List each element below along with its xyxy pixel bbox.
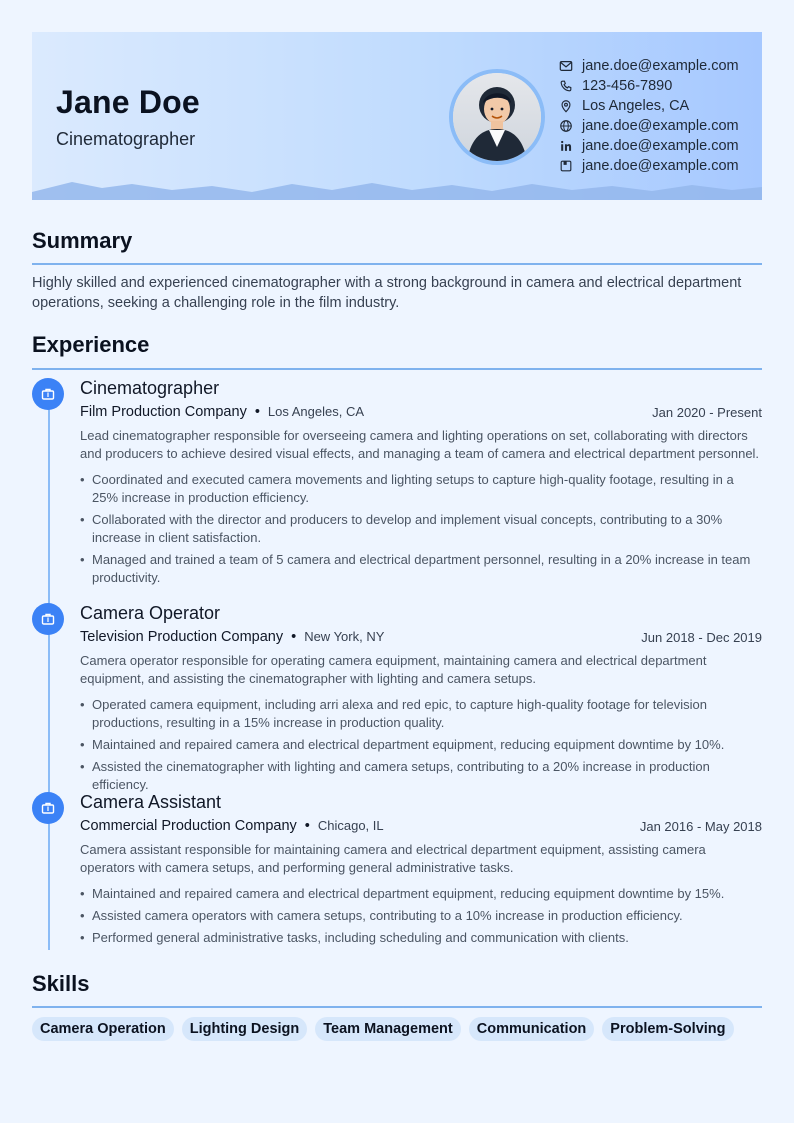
- contact-portfolio[interactable]: [558, 156, 762, 176]
- job-role: Cinematographer: [80, 378, 220, 398]
- job-location: Los Angeles, CA: [267, 404, 365, 419]
- skill-chip: Team Management: [315, 1017, 460, 1041]
- job-role: Camera Operator: [80, 603, 221, 623]
- header-banner: [32, 32, 762, 200]
- skills-divider: [32, 1006, 762, 1008]
- job-bullet: • Performed general administrative tasks, including scheduling and communication with clients.: [80, 929, 762, 947]
- skills-list: [32, 1017, 734, 1041]
- skill-chip: Lighting Design: [182, 1017, 308, 1041]
- job-dates: Jan 2016 - May 2018: [639, 819, 762, 834]
- skill-chip: Communication: [469, 1017, 595, 1041]
- job-company: Commercial Production Company: [80, 818, 297, 834]
- mail-icon: [558, 58, 574, 74]
- avatar: [449, 69, 545, 165]
- candidate-title: Cinematographer: [56, 129, 196, 149]
- experience-heading: Experience: [32, 332, 150, 357]
- job-dates: Jan 2020 - Present: [652, 405, 762, 420]
- skill-chip: Camera Operation: [32, 1017, 174, 1041]
- contact-location-text: Los Angeles, CA: [582, 98, 690, 114]
- contact-list: [558, 56, 762, 176]
- job-location: Chicago, IL: [317, 818, 384, 833]
- portrait-illustration: [453, 73, 541, 161]
- job-location: New York, NY: [304, 629, 385, 644]
- job-company: Film Production Company: [80, 404, 247, 420]
- briefcase-icon: [32, 378, 64, 410]
- portfolio-icon: [558, 158, 574, 174]
- job-bullet: • Collaborated with the director and producers to develop and implement visual concepts, contributing to a 30% increase in client satisfaction.: [80, 511, 762, 547]
- contact-website-text: jane.doe@example.com: [582, 118, 739, 134]
- job-bullets: [80, 696, 762, 798]
- briefcase-icon: [32, 603, 64, 635]
- summary-heading: Summary: [32, 228, 133, 253]
- timeline-line: [48, 392, 50, 950]
- job-bullet: • Assisted the cinematographer with lighting and camera setups, contributing to a 20% increase in production efficiency.: [80, 758, 762, 794]
- contact-linkedin[interactable]: [558, 136, 762, 156]
- avatar-photo: [453, 73, 541, 161]
- skills-heading: Skills: [32, 971, 90, 996]
- contact-linkedin-text: jane.doe@example.com: [582, 138, 739, 154]
- job-role: Camera Assistant: [80, 792, 222, 812]
- job-bullet: • Managed and trained a team of 5 camera and electrical department personnel, resulting in a 20% increase in team productivity.: [80, 551, 762, 587]
- job-bullet: • Maintained and repaired camera and electrical department equipment, reducing equipment downtime by 10%.: [80, 736, 762, 754]
- contact-phone-text: 123-456-7890: [582, 78, 673, 94]
- job-description: Camera operator responsible for operating camera equipment, maintaining camera and electrical department equipment, and assisting the cinematographer with lighting and camera setups.: [80, 653, 707, 686]
- globe-icon: [558, 118, 574, 134]
- job-bullet: • Assisted camera operators with camera setups, contributing to a 10% increase in production efficiency.: [80, 907, 762, 925]
- job-company-line: [80, 404, 364, 420]
- contact-location: [558, 96, 762, 116]
- skill-chip: Problem-Solving: [602, 1017, 733, 1041]
- phone-icon: [558, 78, 574, 94]
- job-bullets: [80, 471, 762, 591]
- header-wave-decoration: [32, 178, 762, 200]
- job-company-line: [80, 629, 384, 645]
- summary-text: Highly skilled and experienced cinematographer with a strong background in camera and electrical department operations, seeking a challenging role in the film industry.: [32, 275, 742, 311]
- separator-dot: •: [254, 404, 260, 420]
- summary-divider: [32, 263, 762, 265]
- job-company: Television Production Company: [80, 629, 284, 645]
- candidate-name: Jane Doe: [56, 84, 200, 120]
- job-bullet: • Operated camera equipment, including arri alexa and red epic, to capture high-quality footage for television productions, resulting in a 15% increase in production quality.: [80, 696, 762, 732]
- job-description: Camera assistant responsible for maintaining camera and electrical department equipment, assisting camera operators with camera setups, and performing general administrative tasks.: [80, 842, 706, 875]
- separator-dot: •: [291, 629, 297, 645]
- job-bullet: • Maintained and repaired camera and electrical department equipment, reducing equipment downtime by 15%.: [80, 885, 762, 903]
- location-pin-icon: [558, 98, 574, 114]
- contact-email[interactable]: [558, 56, 762, 76]
- contact-email-text: jane.doe@example.com: [582, 58, 739, 74]
- linkedin-icon: [558, 138, 574, 154]
- job-company-line: [80, 818, 384, 834]
- separator-dot: •: [304, 818, 310, 834]
- job-description: Lead cinematographer responsible for overseeing camera and lighting operations on set, collaborating with directors and producers to achieve desired visual effects, and managing a team of camera and electrical department personnel.: [80, 428, 760, 461]
- job-bullet: • Coordinated and executed camera movements and lighting setups to capture high-quality footage, resulting in a 25% increase in production efficiency.: [80, 471, 762, 507]
- contact-website[interactable]: [558, 116, 762, 136]
- briefcase-icon: [32, 792, 64, 824]
- job-dates: Jun 2018 - Dec 2019: [641, 630, 762, 645]
- contact-phone[interactable]: [558, 76, 762, 96]
- job-bullets: [80, 885, 762, 951]
- contact-portfolio-text: jane.doe@example.com: [582, 158, 739, 174]
- experience-divider: [32, 368, 762, 370]
